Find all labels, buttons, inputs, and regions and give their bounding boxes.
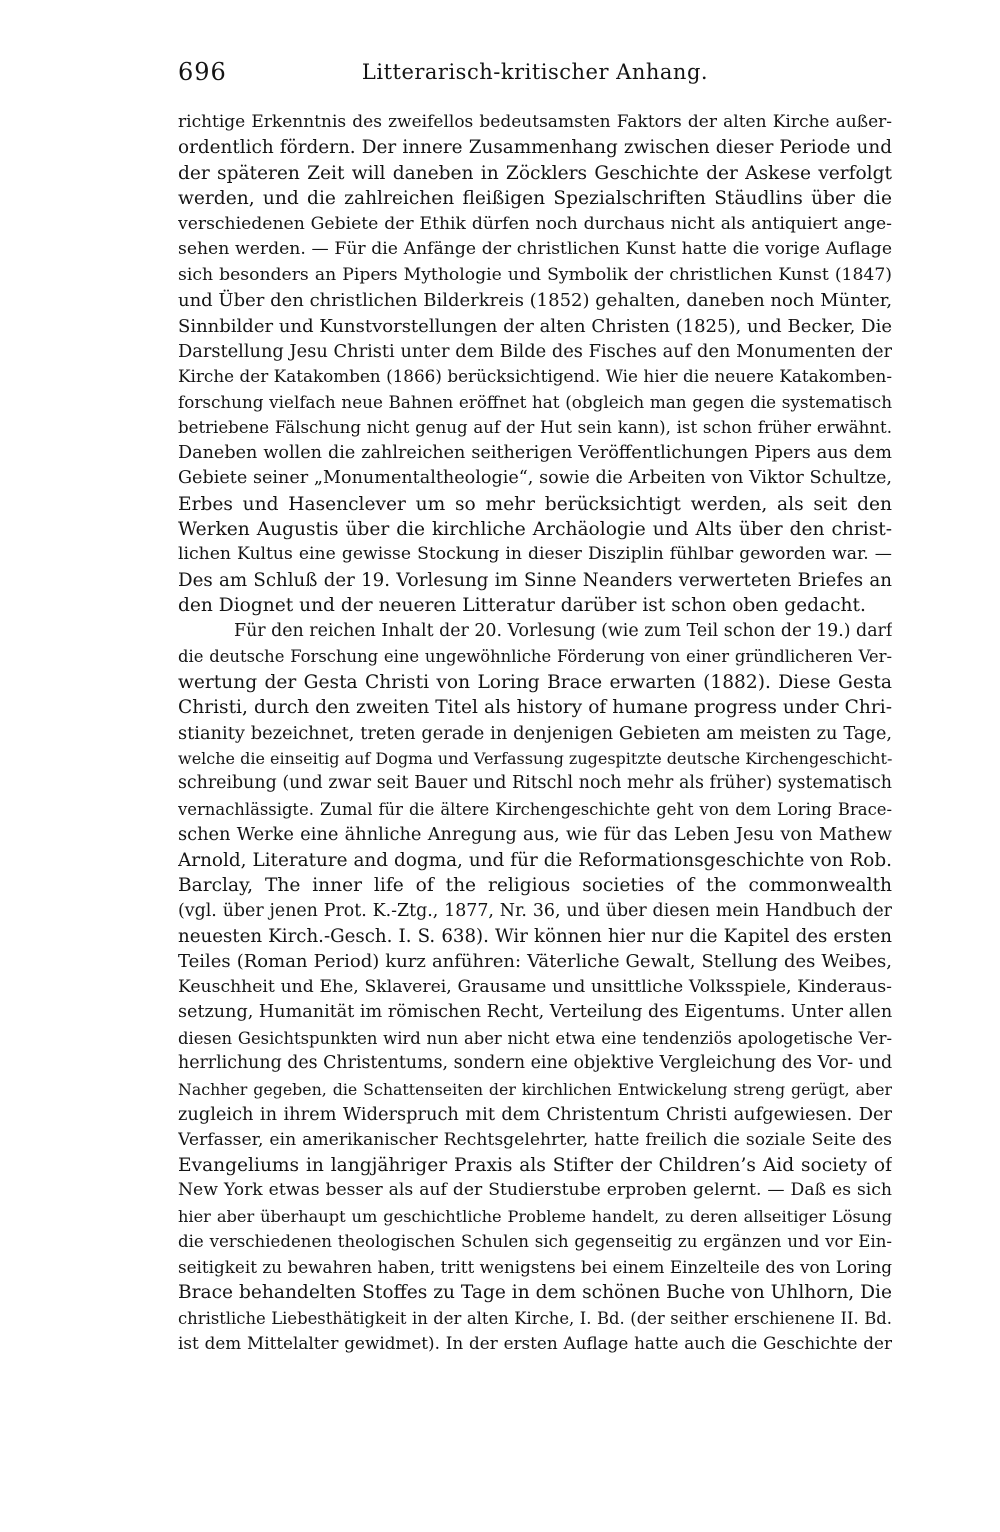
text-line: die deutsche Forschung eine ungewöhnliche Förderung von einer gründlicheren Ver- xyxy=(178,647,892,667)
text-line: (vgl. über jenen Prot. K.-Ztg., 1877, Nr. 36, und über diesen mein Handbuch der xyxy=(178,900,892,921)
paragraph-first-line: Für den reichen Inhalt der 20. Vorlesung (wie zum Teil schon der 19.) darf xyxy=(234,620,892,641)
text-line: stianity bezeichnet, treten gerade in denjenigen Gebieten am meisten zu Tage, xyxy=(178,722,892,744)
text-line: Des am Schluß der 19. Vorlesung im Sinne Neanders verwerteten Briefes an xyxy=(178,569,892,591)
text-line: wertung der Gesta Christi von Loring Brace erwarten (1882). Diese Gesta xyxy=(178,671,892,693)
text-line: Evangeliums in langjähriger Praxis als Stifter der Children’s Aid society of xyxy=(178,1154,892,1176)
text-line: Sinnbilder und Kunstvorstellungen der alten Christen (1825), und Becker, Die xyxy=(178,315,892,337)
text-line: Arnold, Literature and dogma, und für die Reformationsgeschichte von Rob. xyxy=(178,849,892,871)
text-line: herrlichung des Christentums, sondern eine objektive Vergleichung des Vor- und xyxy=(178,1053,892,1074)
text-line: diesen Gesichtspunkten wird nun aber nicht etwa eine tendenziös apologetische Ver- xyxy=(178,1028,892,1048)
text-line: neuesten Kirch.-Gesch. I. S. 638). Wir können hier nur die Kapitel des ersten xyxy=(178,926,892,947)
text-line: schen Werke eine ähnliche Anregung aus, wie für das Leben Jesu von Mathew xyxy=(178,824,892,846)
text-line: Darstellung Jesu Christi unter dem Bilde des Fisches auf den Monumenten der xyxy=(178,340,892,362)
text-line: Barclay, The inner life of the religious societies of the commonwealth xyxy=(178,875,892,897)
text-line: christliche Liebesthätigkeit in der alten Kirche, I. Bd. (der seither erschienene II. Bd. xyxy=(178,1308,892,1328)
text-line: setzung, Humanität im römischen Recht, Verteilung des Eigentums. Unter allen xyxy=(178,1002,892,1023)
text-line: der späteren Zeit will daneben in Zöcklers Geschichte der Askese verfolgt xyxy=(178,162,892,184)
text-line: verschiedenen Gebiete der Ethik dürfen noch durchaus nicht als antiquiert ange- xyxy=(178,213,892,234)
body-text xyxy=(178,110,892,1356)
text-line: lichen Kultus eine gewisse Stockung in dieser Disziplin fühlbar geworden war. — xyxy=(178,544,892,565)
paragraph-end-line: den Diognet und der neueren Litteratur darüber ist schon oben gedacht. xyxy=(178,595,866,617)
text-line: New York etwas besser als auf der Studierstube erproben gelernt. — Daß es sich xyxy=(178,1180,892,1201)
page-number: 696 xyxy=(178,58,227,86)
running-head: Litterarisch-kritischer Anhang. xyxy=(361,60,709,84)
text-line: Erbes und Hasenclever um so mehr berücksichtigt werden, als seit den xyxy=(178,493,892,515)
text-line: Teiles (Roman Period) kurz anführen: Väterliche Gewalt, Stellung des Weibes, xyxy=(178,951,892,973)
text-line: schreibung (und zwar seit Bauer und Ritschl noch mehr als früher) systematisch xyxy=(178,773,892,794)
page-header xyxy=(178,58,892,90)
text-line: Brace behandelten Stoffes zu Tage in dem schönen Buche von Uhlhorn, Die xyxy=(178,1282,892,1304)
text-line: Kirche der Katakomben (1866) berücksichtigend. Wie hier die neuere Katakomben- xyxy=(178,366,892,387)
text-line: sich besonders an Pipers Mythologie und Symbolik der christlichen Kunst (1847) xyxy=(178,264,892,285)
text-line: betriebene Fälschung nicht genug auf der Hut sein kann), ist schon früher erwähnt. xyxy=(178,418,892,438)
text-line: sehen werden. — Für die Anfänge der christlichen Kunst hatte die vorige Auflage xyxy=(178,239,892,260)
text-line: die verschiedenen theologischen Schulen sich gegenseitig zu ergänzen und vor Ein- xyxy=(178,1232,892,1252)
text-line: hier aber überhaupt um geschichtliche Probleme handelt, zu deren allseitiger Lösung xyxy=(178,1206,892,1226)
text-line: Werken Augustis über die kirchliche Archäologie und Alts über den christ- xyxy=(178,519,892,540)
text-line: und Über den christlichen Bilderkreis (1852) gehalten, daneben noch Münter, xyxy=(178,290,892,312)
text-line: Nachher gegeben, die Schattenseiten der kirchlichen Entwickelung streng gerügt, aber xyxy=(178,1079,892,1099)
text-line: Daneben wollen die zahlreichen seitherigen Veröffentlichungen Pipers aus dem xyxy=(178,442,892,463)
text-line: ordentlich fördern. Der innere Zusammenhang zwischen dieser Periode und xyxy=(178,137,892,159)
text-line: richtige Erkenntnis des zweifellos bedeutsamsten Faktors der alten Kirche außer- xyxy=(178,112,892,132)
text-line: vernachlässigte. Zumal für die ältere Kirchengeschichte geht von dem Loring Brace- xyxy=(178,799,892,819)
text-line: Keuschheit und Ehe, Sklaverei, Grausame und unsittliche Volksspiele, Kinderaus- xyxy=(178,976,892,997)
text-line: Verfasser, ein amerikanischer Rechtsgelehrter, hatte freilich die soziale Seite des xyxy=(178,1129,892,1150)
text-line: Gebiete seiner „Monumentaltheologie“, sowie die Arbeiten von Viktor Schultze, xyxy=(178,468,892,489)
text-line: seitigkeit zu bewahren haben, tritt wenigstens bei einem Einzelteile des von Loring xyxy=(178,1256,892,1277)
text-line: forschung vielfach neue Bahnen eröffnet hat (obgleich man gegen die systematisch xyxy=(178,391,892,412)
text-line: zugleich in ihrem Widerspruch mit dem Christentum Christi aufgewiesen. Der xyxy=(178,1104,892,1126)
text-line: werden, und die zahlreichen fleißigen Spezialschriften Stäudlins über die xyxy=(178,188,892,210)
text-line: ist dem Mittelalter gewidmet). In der ersten Auflage hatte auch die Geschichte der xyxy=(178,1333,892,1353)
text-line: welche die einseitig auf Dogma und Verfassung zugespitzte deutsche Kirchengeschicht- xyxy=(178,748,892,768)
text-line: Christi, durch den zweiten Titel als history of humane progress under Chri- xyxy=(178,697,892,719)
